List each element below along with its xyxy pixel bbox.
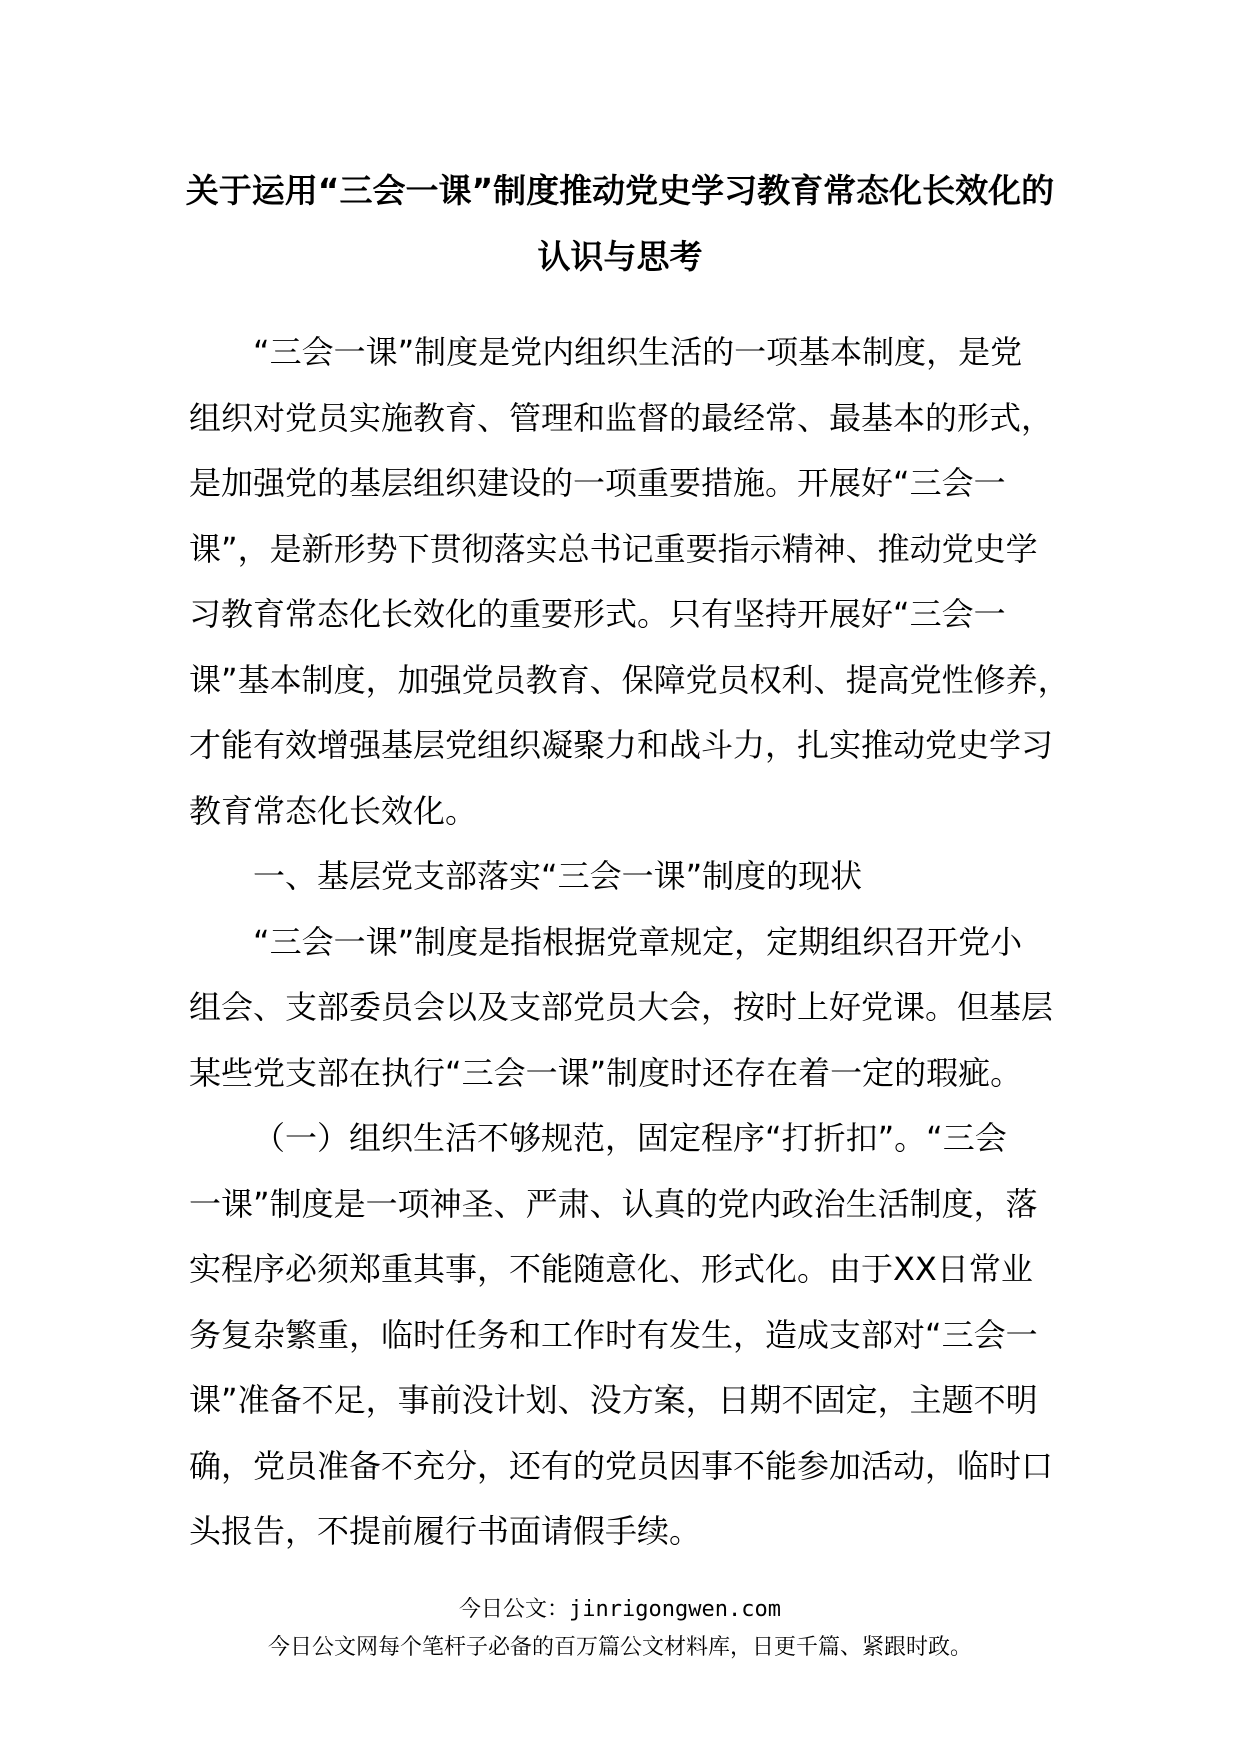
paragraph-line: 才能有效增强基层党组织凝聚力和战斗力，扎实推动党史学习: [189, 726, 1054, 764]
paragraph-line: 教育常态化长效化。: [189, 791, 478, 830]
paragraph-line: 组会、支部委员会以及支部党员大会，按时上好党课。但基层: [189, 988, 1054, 1026]
paragraph-line: 头报告，不提前履行书面请假手续。: [189, 1512, 702, 1550]
paragraph-line: 课”，是新形势下贯彻落实总书记重要指示精神、推动党史学: [189, 529, 1038, 568]
paragraph-line: 课”准备不足，事前没计划、没方案，日期不固定，主题不明: [189, 1381, 1038, 1419]
footer-site-label: 今日公文：: [459, 1597, 570, 1622]
document-title: [150, 158, 1090, 290]
paragraph-line: 课”基本制度，加强党员教育、保障党员权利、提高党性修养，: [189, 660, 1070, 699]
paragraph-line: 实程序必须郑重其事，不能随意化、形式化。由于XX日常业: [189, 1250, 1033, 1288]
section-heading: 一、基层党支部落实“三会一课”制度的现状: [253, 857, 863, 895]
paragraph-line: “三会一课”制度是指根据党章规定，定期组织召开党小: [253, 922, 1023, 961]
title-line: 认识与思考: [537, 237, 703, 276]
paragraph-line: 务复杂繁重，临时任务和工作时有发生，造成支部对“三会一: [189, 1315, 1038, 1354]
footer-site-link[interactable]: jinrigongwen.com: [569, 1597, 781, 1622]
paragraph-line: 一课”制度是一项神圣、严肃、认真的党内政治生活制度，落: [189, 1184, 1038, 1223]
paragraph-line: 是加强党的基层组织建设的一项重要措施。开展好“三会一: [189, 464, 1006, 502]
paragraph-line: “三会一课”制度是党内组织生活的一项基本制度，是党: [253, 333, 1023, 371]
paragraph-line: （一）组织生活不够规范，固定程序“打折扣”。“三会: [253, 1119, 1007, 1157]
title-line: 关于运用“三会一课”制度推动党史学习教育常态化长效化的: [185, 171, 1055, 210]
footer-tagline: 今日公文网每个笔杆子必备的百万篇公文材料库，日更千篇、紧跟时政。: [267, 1635, 972, 1660]
document-body: [189, 320, 1070, 1565]
paragraph-line: 确，党员准备不充分，还有的党员因事不能参加活动，临时口: [189, 1446, 1054, 1485]
footer-site: [0, 1592, 1240, 1623]
paragraph-line: 组织对党员实施教育、管理和监督的最经常、最基本的形式，: [189, 398, 1054, 437]
paragraph-line: 某些党支部在执行“三会一课”制度时还存在着一定的瑕疵。: [189, 1053, 1023, 1092]
paragraph-line: 习教育常态化长效化的重要形式。只有坚持开展好“三会一: [189, 595, 1006, 633]
